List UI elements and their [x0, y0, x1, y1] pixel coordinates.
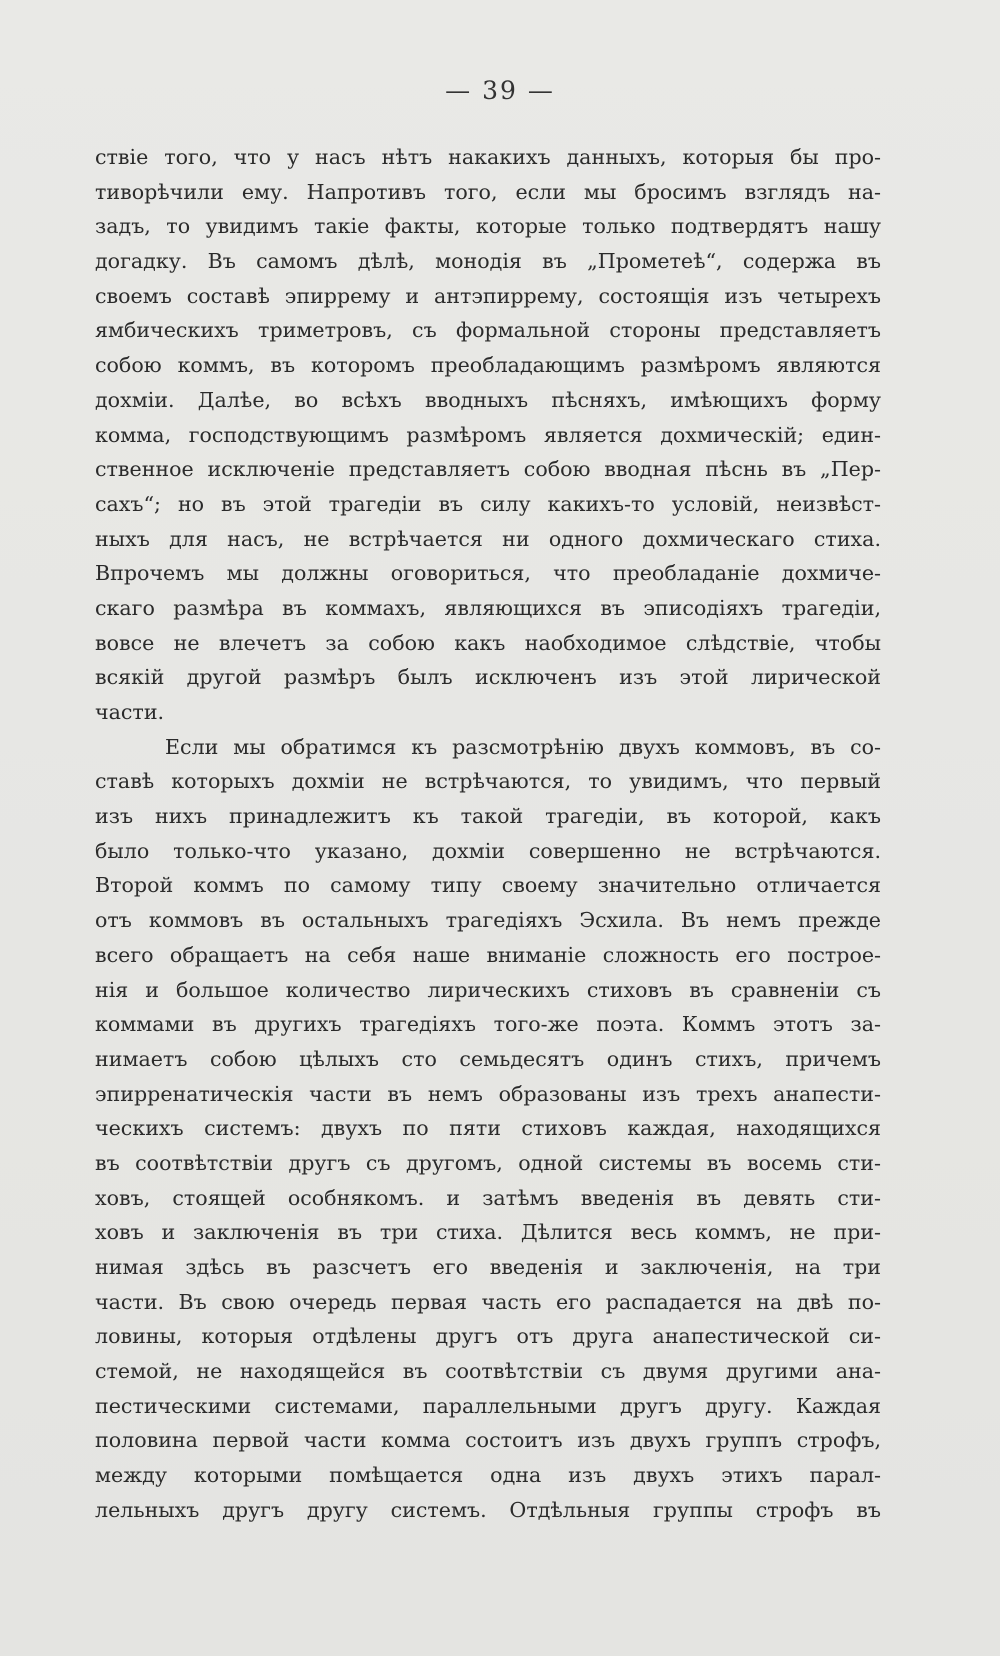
- text-line: своемъ составѣ эпиррему и антэпиррему, состоящія изъ четырехъ: [95, 283, 881, 308]
- text-line: нимаетъ собою цѣлыхъ сто семьдесятъ одинъ стихъ, причемъ: [95, 1046, 881, 1071]
- text-line: стемой, не находящейся въ соотвѣтствіи съ двумя другими ана-: [95, 1359, 881, 1384]
- text-line: комма, господствующимъ размѣромъ является дохмическій; един-: [95, 422, 881, 447]
- text-line: ховъ, стоящей особнякомъ. и затѣмъ введенія въ девять сти-: [95, 1185, 881, 1210]
- text-line: ственное исключеніе представляетъ собою вводная пѣснь въ „Пер-: [95, 457, 881, 482]
- paragraph-end-line: части.: [95, 700, 165, 724]
- text-line: ловины, которыя отдѣлены другъ отъ друга анапестической си-: [95, 1324, 881, 1349]
- text-line: между которыми помѣщается одна изъ двухъ этихъ парал-: [95, 1463, 881, 1488]
- text-line: нія и большое количество лирическихъ стиховъ въ сравненіи съ: [95, 977, 881, 1002]
- page-number: — 39 —: [445, 76, 555, 105]
- text-line: ямбическихъ триметровъ, съ формальной стороны представляетъ: [95, 318, 881, 343]
- text-line: ныхъ для насъ, не встрѣчается ни одного дохмическаго стиха.: [95, 526, 881, 551]
- text-line: части. Въ свою очередь первая часть его распадается на двѣ по-: [95, 1289, 881, 1314]
- text-line: коммами въ другихъ трагедіяхъ того-же поэта. Коммъ этотъ за-: [95, 1012, 881, 1037]
- body-text: [95, 140, 881, 1528]
- text-line: нимая здѣсь въ разсчетъ его введенія и заключенія, на три: [95, 1255, 881, 1279]
- text-line: задъ, то увидимъ такіе факты, которые только подтвердятъ нашу: [95, 214, 881, 239]
- text-line: ставѣ которыхъ дохміи не встрѣчаются, то увидимъ, что первый: [95, 769, 881, 794]
- text-line: ховъ и заключенія въ три стиха. Дѣлится весь коммъ, не при-: [95, 1220, 881, 1245]
- text-line: всего обращаетъ на себя наше вниманіе сложность его построе-: [95, 942, 881, 967]
- text-line: ческихъ системъ: двухъ по пяти стиховъ каждая, находящихся: [95, 1116, 881, 1141]
- text-line: собою коммъ, въ которомъ преобладающимъ размѣромъ являются: [95, 353, 881, 378]
- text-line: догадку. Въ самомъ дѣлѣ, монодія въ „Прометеѣ“, содержа въ: [95, 249, 881, 274]
- text-line: пестическими системами, параллельными другъ другу. Каждая: [95, 1393, 881, 1418]
- text-line: тиворѣчили ему. Напротивъ того, если мы бросимъ взглядъ на-: [95, 179, 881, 204]
- text-line: было только-что указано, дохміи совершенно не встрѣчаются.: [95, 838, 881, 863]
- text-line: ствіе того, что у насъ нѣтъ накакихъ данныхъ, которыя бы про-: [95, 145, 881, 169]
- text-line: вовсе не влечетъ за собою какъ наобходимое слѣдствіе, чтобы: [95, 630, 881, 655]
- text-line: эпирренатическія части въ немъ образованы изъ трехъ анапести-: [95, 1081, 881, 1106]
- text-line: всякій другой размѣръ былъ исключенъ изъ этой лирической: [95, 665, 881, 690]
- text-line: дохміи. Далѣе, во всѣхъ вводныхъ пѣсняхъ, имѣющихъ форму: [95, 387, 881, 412]
- text-line: половина первой части комма состоитъ изъ двухъ группъ строфъ,: [95, 1428, 881, 1453]
- text-line: сахъ“; но въ этой трагедіи въ силу какихъ-то условій, неизвѣст-: [95, 491, 881, 516]
- text-line: Впрочемъ мы должны оговориться, что преобладаніе дохмиче-: [95, 561, 881, 586]
- text-line: въ соотвѣтствіи другъ съ другомъ, одной системы въ восемь сти-: [95, 1150, 881, 1175]
- paragraph-first-line: Если мы обратимся къ разсмотрѣнію двухъ коммовъ, въ со-: [165, 734, 881, 759]
- text-line: лельныхъ другъ другу системъ. Отдѣльныя группы строфъ въ: [95, 1497, 881, 1522]
- text-line: отъ коммовъ въ остальныхъ трагедіяхъ Эсхила. Въ немъ прежде: [95, 908, 881, 933]
- text-line: скаго размѣра въ коммахъ, являющихся въ эписодіяхъ трагедіи,: [95, 595, 881, 620]
- text-line: Второй коммъ по самому типу своему значительно отличается: [95, 873, 881, 898]
- text-line: изъ нихъ принадлежитъ къ такой трагедіи, въ которой, какъ: [95, 804, 881, 829]
